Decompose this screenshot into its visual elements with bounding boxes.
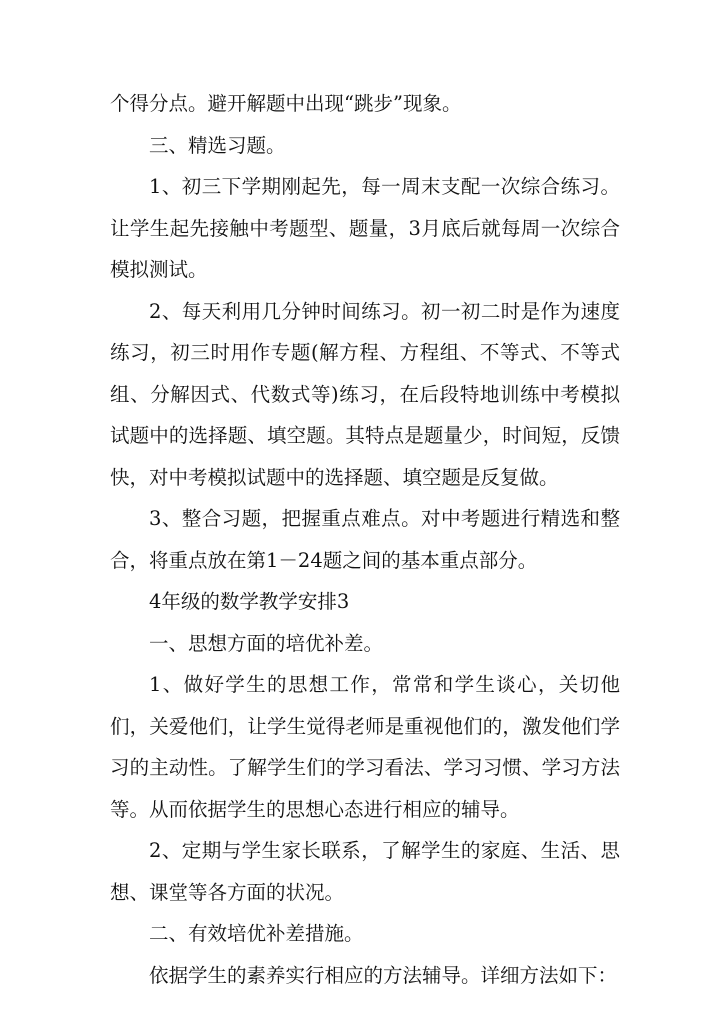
paragraph-parent-contact: 2、定期与学生家长联系，了解学生的家庭、生活、思想、课堂等各方面的状况。 xyxy=(110,839,620,904)
document-subtitle: 4年级的数学教学安排3 xyxy=(149,590,350,613)
paragraph-methods-intro: 依据学生的素养实行相应的方法辅导。详细方法如下： xyxy=(149,963,618,987)
paragraph-integrate-exercises: 3、整合习题，把握重点难点。对中考题进行精选和整合，将重点放在第1－24题之间的基本重点部分。 xyxy=(110,507,620,572)
paragraph-student-ideology: 1、做好学生的思想工作，常常和学生谈心，关切他们，关爱他们，让学生觉得老师是重视他们的，激发他们学习的主动性。了解学生们的学习看法、学习习惯、学习方法等。从而依据学生的思想心态进行相应的辅导。 xyxy=(110,673,620,821)
section-heading-select-exercises: 三、精选习题。 xyxy=(149,133,286,157)
section-heading-ideology: 一、思想方面的培优补差。 xyxy=(149,631,384,655)
document-page xyxy=(110,83,620,996)
section-heading-measures: 二、有效培优补差措施。 xyxy=(149,922,364,945)
paragraph-weekly-practice: 1、初三下学期刚起先，每一周末支配一次综合练习。让学生起先接触中考题型、题量，3月底后就每周一次综合模拟测试。 xyxy=(110,175,620,281)
paragraph-daily-practice: 2、每天利用几分钟时间练习。初一初二时是作为速度练习，初三时用作专题(解方程、方程组、不等式、不等式组、分解因式、代数式等)练习，在后段特地训练中考模拟试题中的选择题、填空题。其特点是题量少，时间短，反馈快，对中考模拟试题中的选择题、填空题是反复做。 xyxy=(110,299,620,489)
paragraph-continuation: 个得分点。避开解题中出现“跳步”现象。 xyxy=(110,92,462,115)
